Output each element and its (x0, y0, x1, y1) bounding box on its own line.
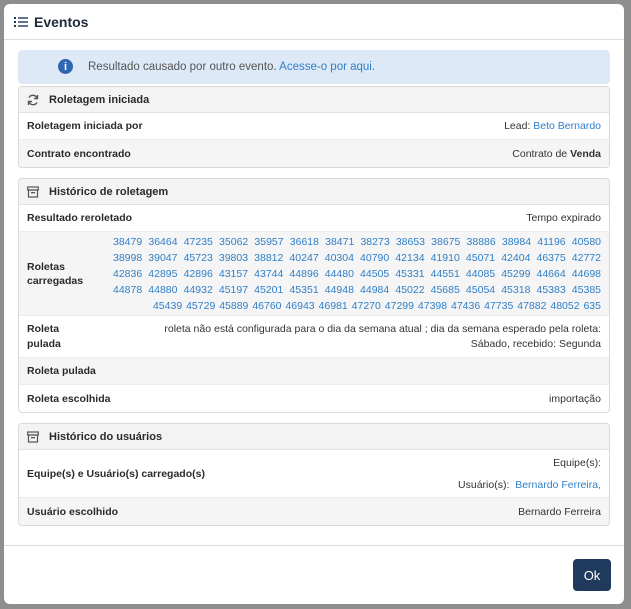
lead-prefix: Lead: (504, 120, 531, 132)
contract-label: Contrato encontrado (27, 147, 131, 160)
chosen-label: Roleta escolhida (27, 392, 111, 405)
skipped-value (164, 322, 601, 352)
users-label: Usuário(s): (458, 478, 510, 491)
row-users-loaded (19, 450, 609, 498)
user-chosen-link[interactable]: Bernardo Ferreira (518, 505, 601, 518)
user-chosen-label: Usuário escolhido (27, 505, 119, 518)
card-header (19, 179, 609, 205)
row-skipped-2 (19, 358, 609, 385)
card-title: Histórico de roletagem (49, 185, 169, 198)
card-header (19, 87, 609, 113)
contract-value (512, 148, 601, 160)
events-modal (4, 4, 624, 604)
card-header (19, 424, 609, 450)
contract-type: Venda (570, 147, 601, 160)
users-loaded-label: Equipe(s) e Usuário(s) carregado(s) (27, 467, 205, 480)
refresh-icon (27, 94, 39, 106)
info-alert (18, 50, 610, 84)
ok-button[interactable]: Ok (573, 559, 611, 591)
alert-message: Resultado causado por outro evento. (88, 61, 277, 73)
skipped-line-2: Sábado, recebido: Segunda (470, 337, 601, 350)
modal-footer (4, 545, 624, 604)
card-title: Roletagem iniciada (49, 93, 150, 106)
users-link[interactable]: Bernardo Ferreira, (515, 478, 601, 491)
card-title: Histórico do usuários (49, 430, 163, 443)
row-chosen (19, 385, 609, 412)
modal-header (4, 4, 624, 40)
row-contract (19, 140, 609, 167)
result-label: Resultado reroletado (27, 212, 133, 224)
users-loaded-value (458, 452, 601, 496)
card-roletagem (18, 86, 610, 168)
modal-body (18, 50, 610, 526)
modal-title: Eventos (34, 13, 89, 30)
skipped-label: Roleta pulada (27, 322, 61, 350)
contract-prefix: Contrato de (512, 147, 568, 160)
archive-icon (27, 186, 39, 198)
skipped-line-1: roleta não está configurada para o dia da semana atual ; dia da semana esperado pela roleta: (164, 322, 601, 335)
list-icon (14, 16, 28, 28)
started-by-label: Roletagem iniciada por (27, 120, 143, 132)
started-by-value (504, 120, 601, 132)
archive-icon (27, 431, 39, 443)
row-user-chosen (19, 498, 609, 525)
teams-label: Equipe(s): (553, 456, 601, 469)
chosen-link[interactable]: importação (549, 392, 601, 405)
loaded-numbers[interactable]: 38479 36464 47235 35062 35957 36618 38471 38273 38653 38675 38886 38984 41196 40580 38998 39047 45723 39803 38812 40247 40304 40790 42134 41910 45071 42404 46375 42772 42836 42895 42896 43157 43744 44896 44480 44505 45331 44551 44085 45299 44664 44698 44878 44880 44932 45197 45201 45351 44948 44984 45022 45685 45054 45318 45383 45385 45439 45729 45889 46760 46943 46981 47270 47299 47398 47436 47735 47882 48052 635 (113, 235, 601, 312)
loaded-label: Roletas carregadas (27, 260, 84, 287)
row-result (19, 205, 609, 232)
row-skipped-1 (19, 316, 609, 358)
lead-link[interactable]: Beto Bernardo (533, 120, 601, 132)
skipped-label: Roleta pulada (27, 365, 96, 377)
row-started-by (19, 113, 609, 140)
info-icon: i (58, 59, 73, 74)
alert-link[interactable]: Acesse-o por aqui. (279, 61, 376, 73)
alert-text (88, 61, 375, 73)
row-loaded (19, 232, 609, 316)
card-historico (18, 178, 610, 413)
result-value: Tempo expirado (526, 212, 601, 224)
card-usuarios (18, 423, 610, 526)
